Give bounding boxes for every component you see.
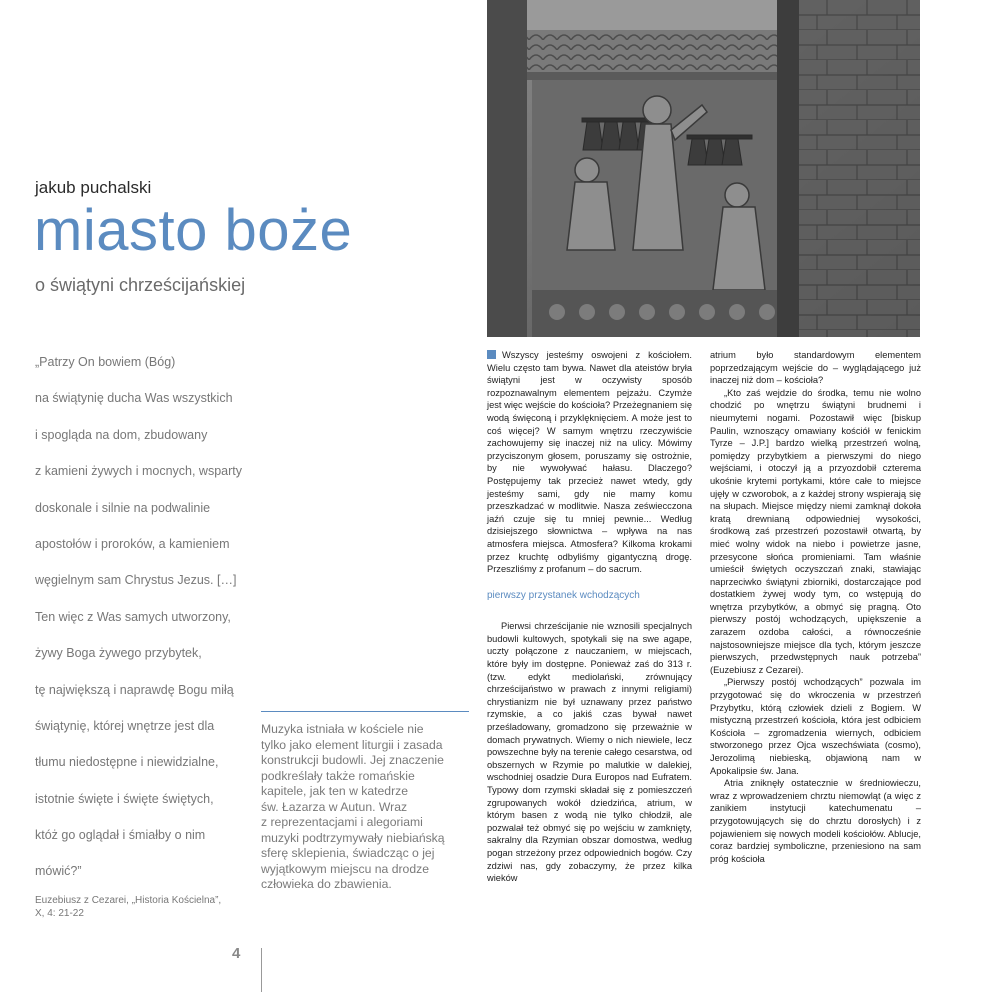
- article-column-1: [487, 349, 692, 885]
- article-column-2: [710, 349, 921, 865]
- capital-sculpture-photo: [487, 0, 920, 337]
- section-heading: pierwszy przystanek wchodzących: [487, 589, 640, 601]
- body-paragraph: „Pierwszy postój wchodzących” pozwala im przygotować się do wkroczenia w przestrzeń Przybytku, którą człowiek dzieli z Bogiem. W mistyczną przestrzeń kościoła, która jest odbiciem Kościoła – zgromadzenia wiernych, odbiciem stworzonego przez Ojca wszechświata (cosmo), Jerozolimą niebieską, objawioną nam w Apokalipsie św. Jana.: [710, 677, 921, 776]
- body-paragraph: atrium było standardowym elementem poprzedzającym wejście do – wyglądającego już inaczej niż dom – kościoła?: [710, 350, 921, 386]
- capital-sculpture-image: [487, 0, 920, 337]
- caption-divider: [261, 711, 469, 712]
- body-paragraph: Pierwsi chrześcijanie nie wznosili specjalnych budowli kultowych, spotykali się na swe agape, uczty połączone z nauczaniem, w miejscach, które były im dostępne. Ponieważ zaś do 313 r. (tzw. edykt mediolański, zrównujący chrześcijaństwo w prawach z innymi religiami) chrystianizm nie był uznawany przez państwo rzymskie, a co jakiś czas bywał nawet prześladowany, gromadzono się przeważnie w domach prywatnych. Wiemy o nich niewiele, lecz powszechne były na terenie całego cesarstwa, od obszernych w Rzymie po malutkie w dalekiej, wschodniej osadzie Dura Europos nad Eufratem. Typowy dom rzymski składał się z pomieszczeń zgrupowanych wokół dziedzińca, atrium, w którym basen z wodą nie tylko chłodził, ale pozwalał też obmyć się po wejściu w zamknięty, sakralny dla Rzymian obszar domostwa, według pogan strzeżony przez odpowiednich bogów. Czy zdziwi nas, gdy zobaczymy, że przez kilka wieków: [487, 621, 692, 884]
- caption-line: muzyki podtrzymywały niebiańską: [261, 830, 445, 845]
- caption-line: Muzyka istniała w kościele nie: [261, 722, 424, 736]
- square-bullet-icon: [487, 350, 496, 359]
- caption-line: podkreślały także romańskie: [261, 768, 415, 783]
- lead-paragraph: [487, 349, 692, 576]
- quote-line: świątynię, której wnętrze jest dla: [35, 718, 215, 733]
- body-paragraph: Atria zniknęły ostatecznie w średniowieczu, wraz z wprowadzeniem chrztu niemowląt (a więc z zanikiem instytucji katechumenatu – przygotowujących się do chrztu dorosłych) i z pojawieniem się nowych modeli kościołów. Ablucje, coraz bardziej symboliczne, przeniesiono na sam próg kościoła: [710, 778, 921, 864]
- quote-line: tłumu niedostępne i niewidzialne,: [35, 755, 219, 770]
- quote-line: tę największą i naprawdę Bogu miłą: [35, 682, 234, 697]
- quote-line: doskonale i silnie na podwalinie: [35, 500, 211, 515]
- quote-line: „Patrzy On bowiem (Bóg): [35, 355, 176, 369]
- quote-line: z kamieni żywych i mocnych, wsparty: [35, 464, 243, 479]
- quote-line: węgielnym sam Chrystus Jezus. […]: [35, 573, 237, 588]
- quote-line: któż go oglądał i śmiałby o nim: [35, 828, 206, 843]
- caption-line: św. Łazarza w Autun. Wraz: [261, 799, 408, 814]
- quote-line: istotnie święte i święte świętych,: [35, 791, 214, 806]
- quote-citation: [35, 894, 245, 920]
- pull-quote: [35, 352, 255, 898]
- quote-line: apostołów i proroków, a kamieniem: [35, 536, 230, 551]
- photo-caption: [261, 722, 469, 893]
- quoted-paragraph: „Kto zaś wejdzie do środka, temu nie wolno chodzić po wnętrzu świątyni brudnemi i nieumytemi nogami. Pozostawił więc [biskup Paulin, wznoszący omawiany kościół w fenickim Tyrze – J.P.] bardzo wielką przestrzeń wolną, pomiędzy przybytkiem a pierwszymi do niego wejściami, i otoczył ją a przyozdobił czterema ukośnie krytemi portykami, które całe to miejsce ujęły w czworobok, a z każdej strony wspierają się na słupach. Miejsce między niemi zamknął dokoła kratą drewnianą odpowiedniej wysokości, środkową zaś przestrzeń pozostawił otwartą, by mieć wolny widok na niebo i powietrze jasne, przesycone słońca promieniami. Tam właśnie umieścił świętych oczyszczań znaki, stawiając naprzeciwko świątyni zbiorniki, dostarczające pod dostatkiem żywej wody tym, co wstępują do wnętrza przybytków, a obmyć się pragną. Oto pierwszy postój wchodzących, upiększenie a zarazem ozdoba całości, a równocześnie najstosowniejsze miejsce dla tych, którym jeszcze pierwszych, przedwstępnych nauk potrzeba” (Euzebiusz z Cezarei).: [710, 387, 921, 675]
- caption-line: wyjątkowym miejscu na drodze: [261, 861, 429, 876]
- caption-line: kapitele, jak ten w katedrze: [261, 784, 409, 798]
- quote-line: Ten więc z Was samych utworzony,: [35, 609, 231, 624]
- article-subtitle: o świątyni chrześcijańskiej: [35, 275, 246, 295]
- caption-line: z reprezentacjami i alegoriami: [261, 815, 423, 829]
- quote-line: na świątynię ducha Was wszystkich: [35, 391, 233, 406]
- page-number-rule: [261, 948, 262, 992]
- quote-line: żywy Boga żywego przybytek,: [35, 646, 202, 661]
- quote-line: mówić?”: [35, 864, 82, 879]
- page-number: 4: [232, 945, 241, 962]
- author-name: jakub puchalski: [35, 178, 152, 197]
- caption-line: sferę sklepienia, świadcząc o jej: [261, 846, 435, 860]
- caption-line: tylko jako element liturgii i zasada: [261, 737, 443, 752]
- citation-line: X, 4: 21-22: [35, 908, 84, 919]
- caption-line: człowieka do zbawienia.: [261, 877, 392, 891]
- quote-line: i spogląda na dom, zbudowany: [35, 427, 208, 442]
- article-title: miasto boże: [34, 198, 353, 263]
- citation-line: Euzebiusz z Cezarei, „Historia Kościelna”,: [35, 895, 222, 906]
- lead-text: Wszyscy jesteśmy oswojeni z kościołem. Wielu często tam bywa. Nawet dla ateistów bryła świątyni jest w oczywisty sposób rozpoznawalnym elementem pejzażu. Czymże jest więc wejście do kościoła? Przeżegnaniem się wodą święconą i przyklęknięciem. A może jest to coś więcej? W samym wnętrzu rzeczywiście zachowujemy się inaczej niż na ulicy. Mówimy przyciszonym głosem, poruszamy się ostrożnie, by nie wywoływać hałasu. Dlaczego? Postępujemy tak przecież nawet wtedy, gdy jesteśmy sami, gdy nie mamy komu przeszkadzać w modlitwie. Nasza zeświecczona jaźń czuje się tu mniej pewnie... Według dzisiejszego słownictwa – wpływa na nas atmosfera miejsca. Atmosfera? Kilkoma krokami przez kruchtę odbyliśmy gigantyczną drogę. Przeszliśmy z profanum – do sacrum.: [487, 350, 692, 575]
- caption-line: konstrukcji budowli. Jej znaczenie: [261, 753, 444, 767]
